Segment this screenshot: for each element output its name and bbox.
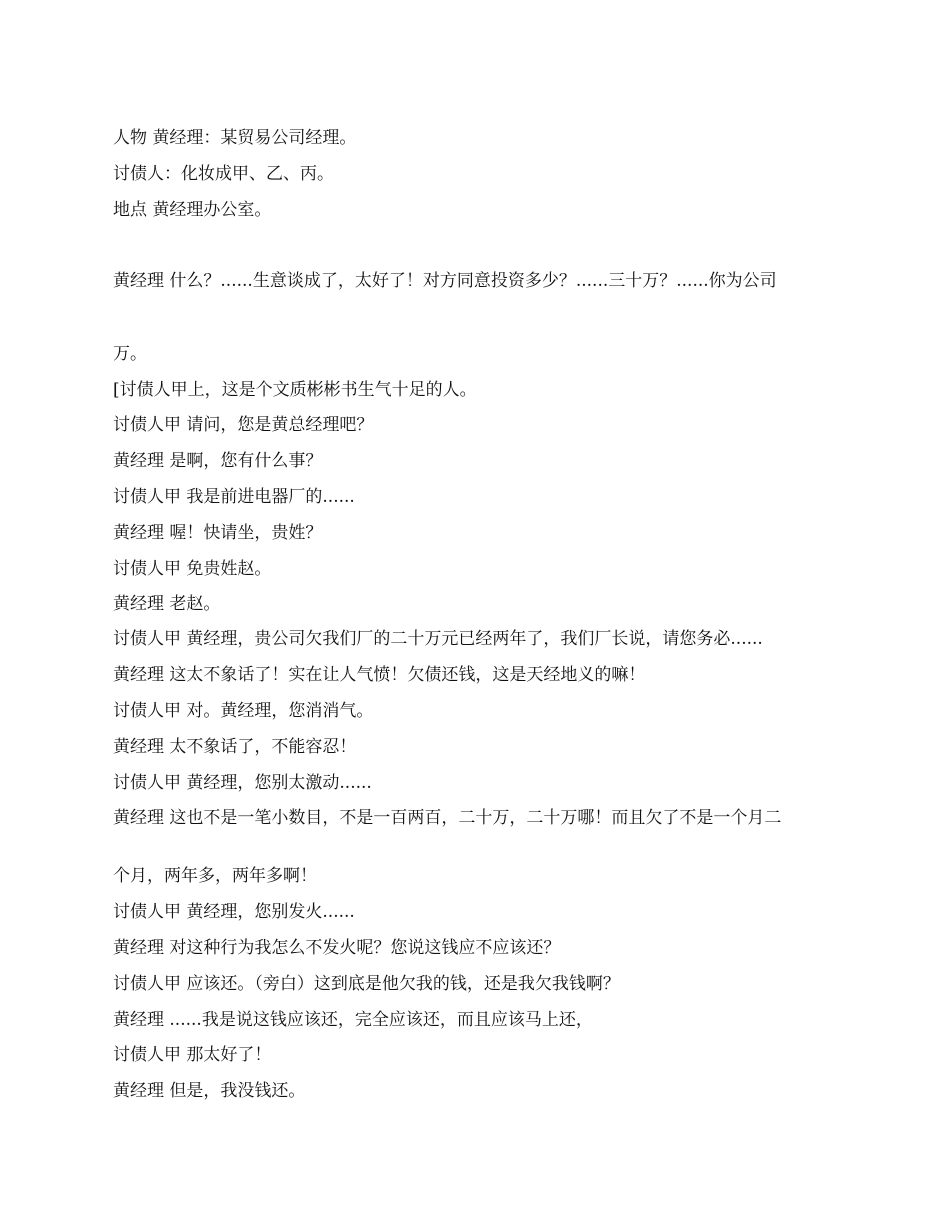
text-line-dialogue: 黄经理 这也不是一笔小数目，不是一百两百，二十万，二十万哪！而且欠了不是一个月二 [113,808,782,828]
text-line-dialogue: 黄经理 是啊，您有什么事？ [113,451,323,471]
text-line-dialogue: 黄经理 但是，我没钱还。 [113,1081,306,1101]
text-line-stage-direction: [讨债人甲上，这是个文质彬彬书生气十足的人。 [113,380,477,400]
text-line-cast-manager: 人物 黄经理：某贸易公司经理。 [113,128,357,148]
text-line-cast-creditors: 讨债人：化妆成甲、乙、丙。 [113,164,334,184]
text-line-dialogue: 讨债人甲 我是前进电器厂的...... [113,487,355,507]
text-line-dialogue: 黄经理 对这种行为我怎么不发火呢？您说这钱应不应该还？ [113,938,561,958]
text-line-dialogue: 万。 [113,344,147,364]
text-line-dialogue: 黄经理 喔！快请坐，贵姓？ [113,523,323,543]
text-line-dialogue: 黄经理 老赵。 [113,594,221,614]
text-line-location: 地点 黄经理办公室。 [113,200,272,220]
text-line-dialogue: 讨债人甲 黄经理，您别太激动...... [113,773,372,793]
text-line-dialogue: 讨债人甲 免贵姓赵。 [113,559,272,579]
text-line-dialogue: 讨债人甲 请问，您是黄总经理吧？ [113,415,374,435]
text-line-dialogue: 黄经理 这太不象话了！实在让人气愤！欠债还钱，这是天经地义的嘛！ [113,665,646,685]
text-line-dialogue: 黄经理 太不象话了，不能容忍！ [113,737,357,757]
text-line-dialogue: 讨债人甲 黄经理，您别发火...... [113,902,355,922]
text-line-dialogue: 讨债人甲 那太好了！ [113,1045,272,1065]
text-line-dialogue: 讨债人甲 对。黄经理，您消消气。 [113,701,374,721]
text-line-dialogue: 黄经理 ......我是说这钱应该还，完全应该还，而且应该马上还， [113,1010,593,1030]
text-line-dialogue: 个月，两年多，两年多啊！ [113,866,317,886]
text-line-dialogue: 黄经理 什么？......生意谈成了，太好了！对方同意投资多少？......三十万？......你为公司 [113,271,777,291]
text-line-dialogue: 讨债人甲 黄经理，贵公司欠我们厂的二十万元已经两年了，我们厂长说，请您务必...... [113,629,763,649]
text-line-dialogue: 讨债人甲 应该还。（旁白）这到底是他欠我的钱，还是我欠我钱啊？ [113,974,620,994]
